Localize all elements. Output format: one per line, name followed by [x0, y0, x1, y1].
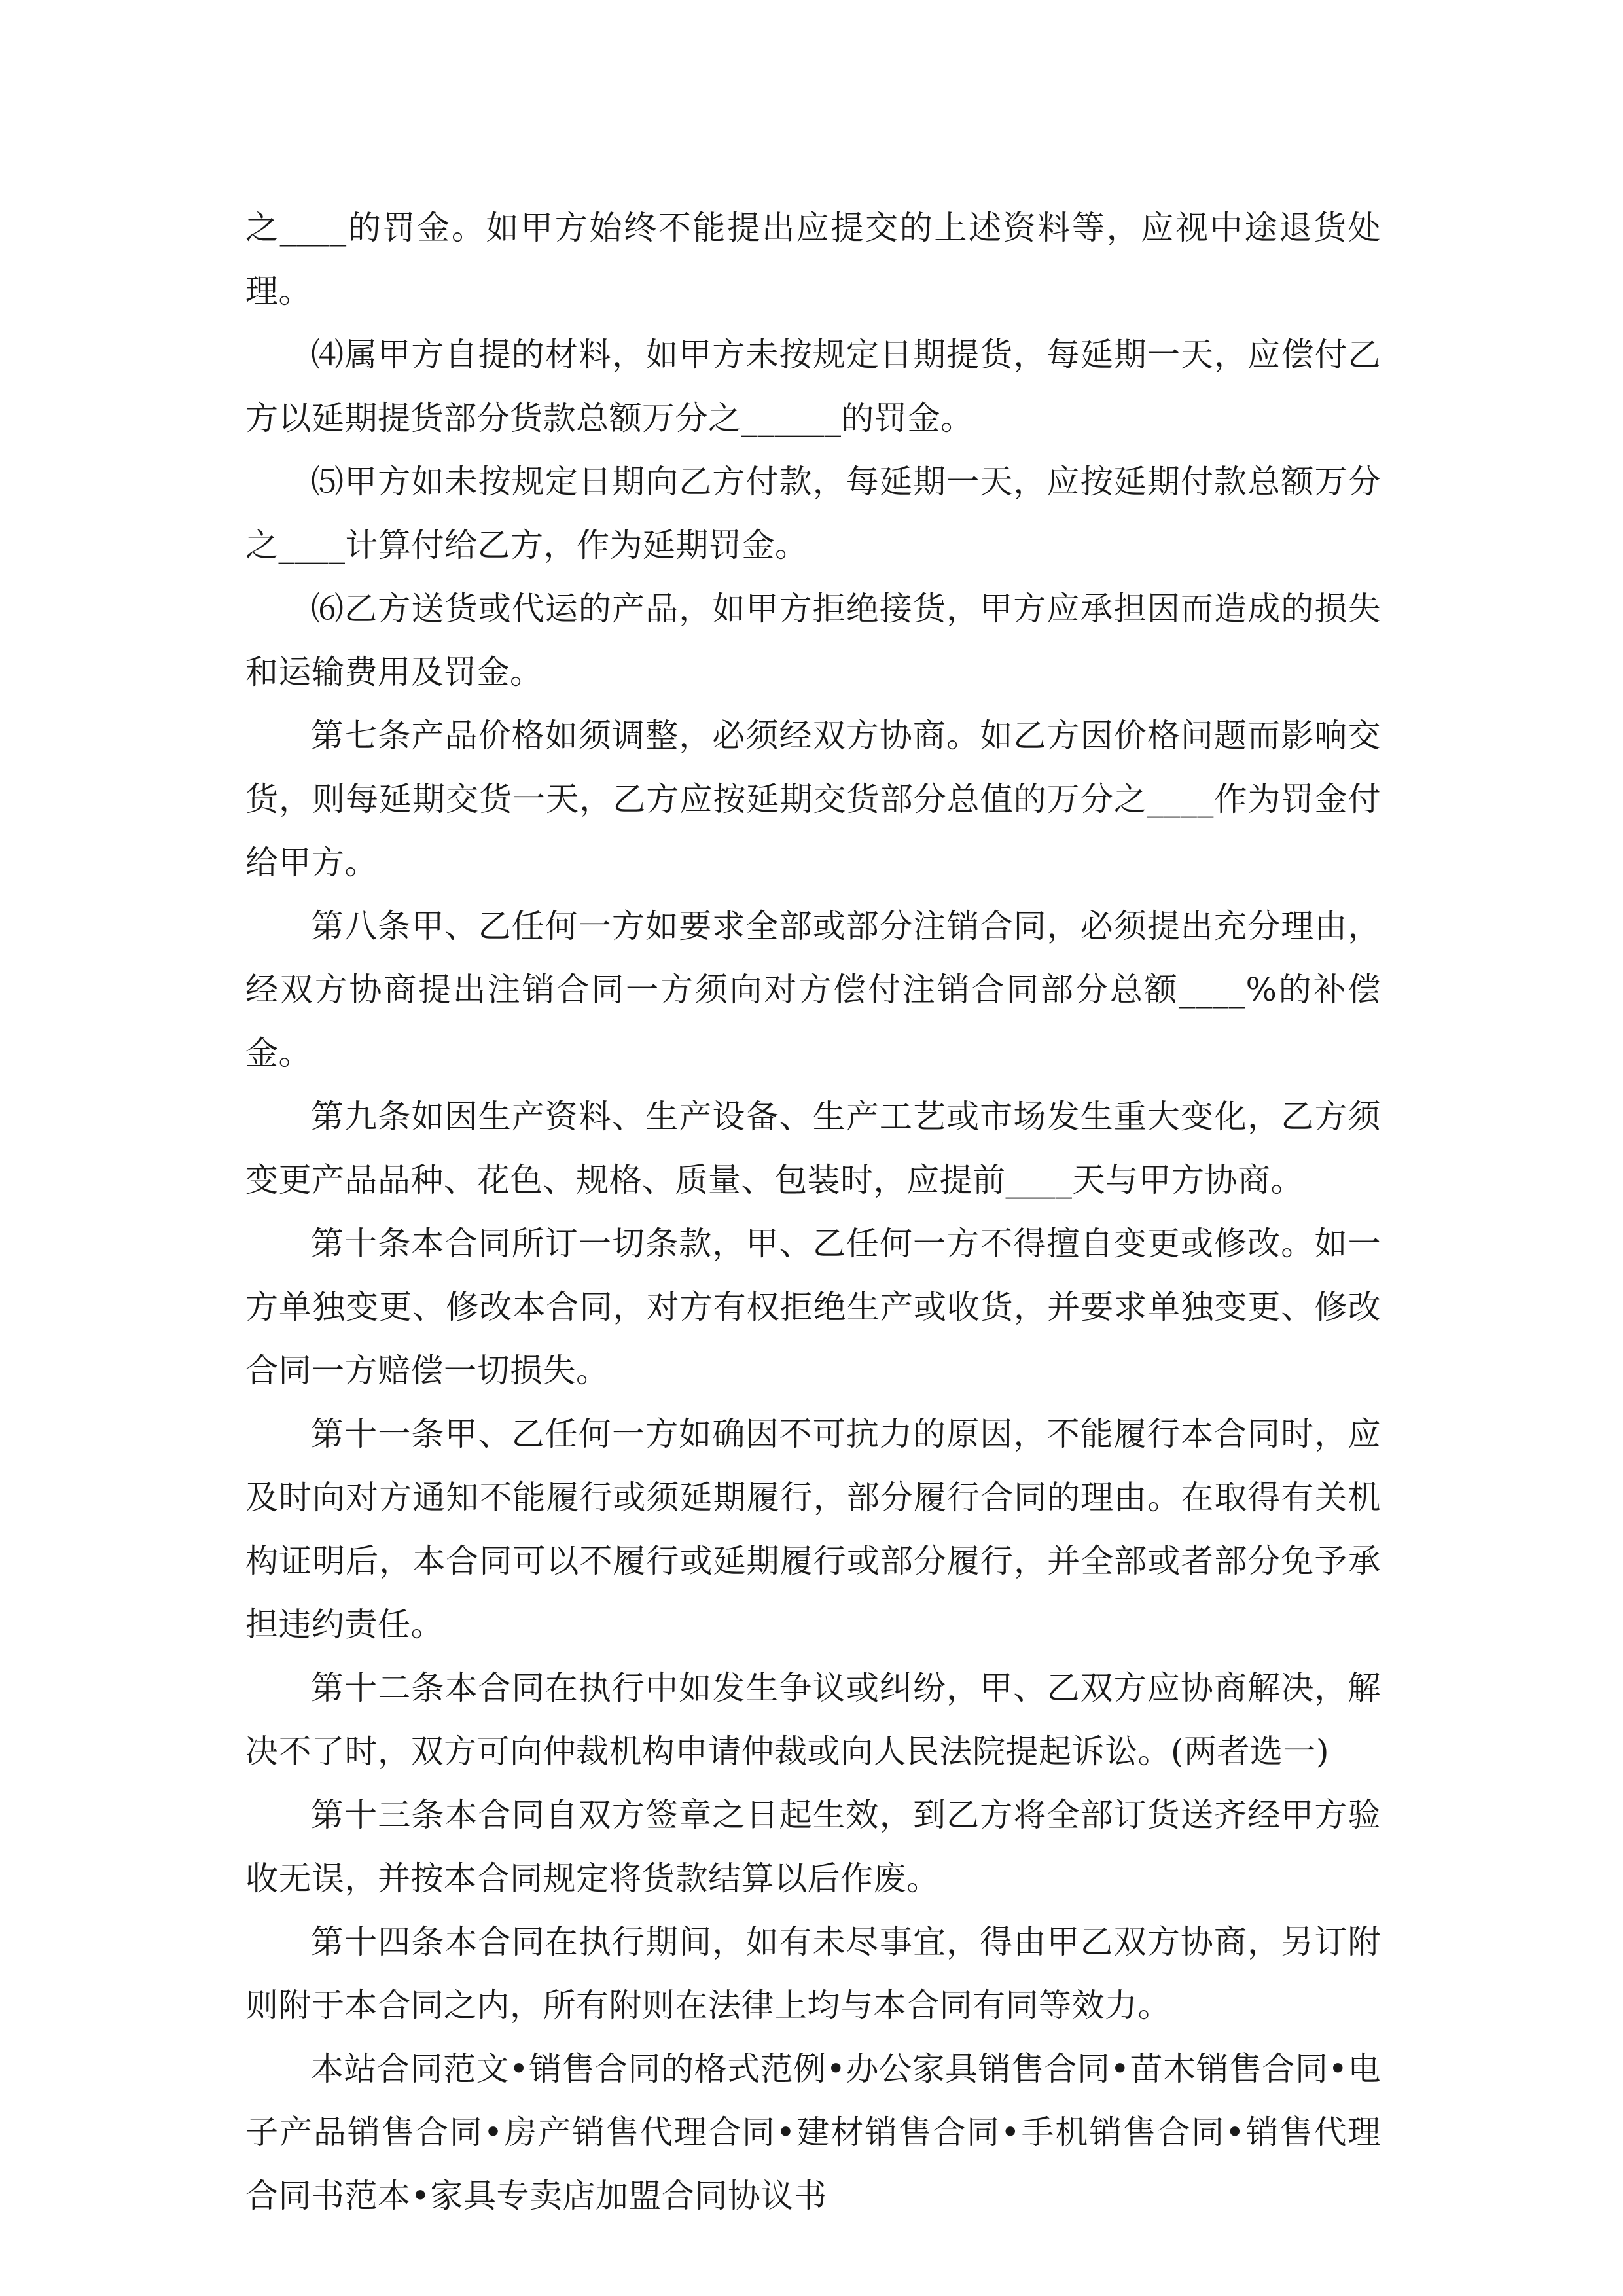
paragraph-article-7: 第七条产品价格如须调整，必须经双方协商。如乙方因价格问题而影响交货，则每延期交货一天，乙方应按延期交货部分总值的万分之____作为罚金付给甲方。 [245, 717, 1381, 882]
paragraph-article-11: 第十一条甲、乙任何一方如确因不可抗力的原因，不能履行本合同时，应及时向对方通知不能履行或须延期履行，部分履行合同的理由。在取得有关机构证明后，本合同可以不履行或延期履行或部分履行，并全部或者部分免予承担违约责任。 [245, 1415, 1381, 1643]
paragraph-article-10: 第十条本合同所订一切条款，甲、乙任何一方不得擅自变更或修改。如一方单独变更、修改本合同，对方有权拒绝生产或收货，并要求单独变更、修改合同一方赔偿一切损失。 [245, 1225, 1381, 1390]
paragraph-article-14: 第十四条本合同在执行期间，如有未尽事宜，得由甲乙双方协商，另订附则附于本合同之内，所有附则在法律上均与本合同有同等效力。 [245, 1923, 1381, 2024]
paragraph-article-9: 第九条如因生产资料、生产设备、生产工艺或市场发生重大变化，乙方须变更产品品种、花色、规格、质量、包装时，应提前____天与甲方协商。 [245, 1098, 1381, 1199]
paragraph-article-12: 第十二条本合同在执行中如发生争议或纠纷，甲、乙双方应协商解决，解决不了时，双方可向仲裁机构申请仲裁或向人民法院提起诉讼。(两者选一) [245, 1669, 1381, 1770]
paragraph-article-8: 第八条甲、乙任何一方如要求全部或部分注销合同，必须提出充分理由，经双方协商提出注销合同一方须向对方偿付注销合同部分总额____%的补偿金。 [245, 907, 1381, 1072]
paragraph-penalty-continuation: 之____的罚金。如甲方始终不能提出应提交的上述资料等，应视中途退货处理。 [245, 209, 1381, 310]
paragraph-item-4: ⑷属甲方自提的材料，如甲方未按规定日期提货，每延期一天，应偿付乙方以延期提货部分货款总额万分之______的罚金。 [245, 336, 1381, 437]
paragraph-item-6: ⑹乙方送货或代运的产品，如甲方拒绝接货，甲方应承担因而造成的损失和运输费用及罚金。 [245, 590, 1381, 691]
contract-body [245, 196, 1381, 2228]
paragraph-item-5: ⑸甲方如未按规定日期向乙方付款，每延期一天，应按延期付款总额万分之____计算付给乙方，作为延期罚金。 [245, 463, 1381, 564]
paragraph-related-links: 本站合同范文•销售合同的格式范例•办公家具销售合同•苗木销售合同•电子产品销售合同•房产销售代理合同•建材销售合同•手机销售合同•销售代理合同书范本•家具专卖店加盟合同协议书 [245, 2050, 1381, 2215]
paragraph-article-13: 第十三条本合同自双方签章之日起生效，到乙方将全部订货送齐经甲方验收无误，并按本合同规定将货款结算以后作废。 [245, 1796, 1381, 1897]
